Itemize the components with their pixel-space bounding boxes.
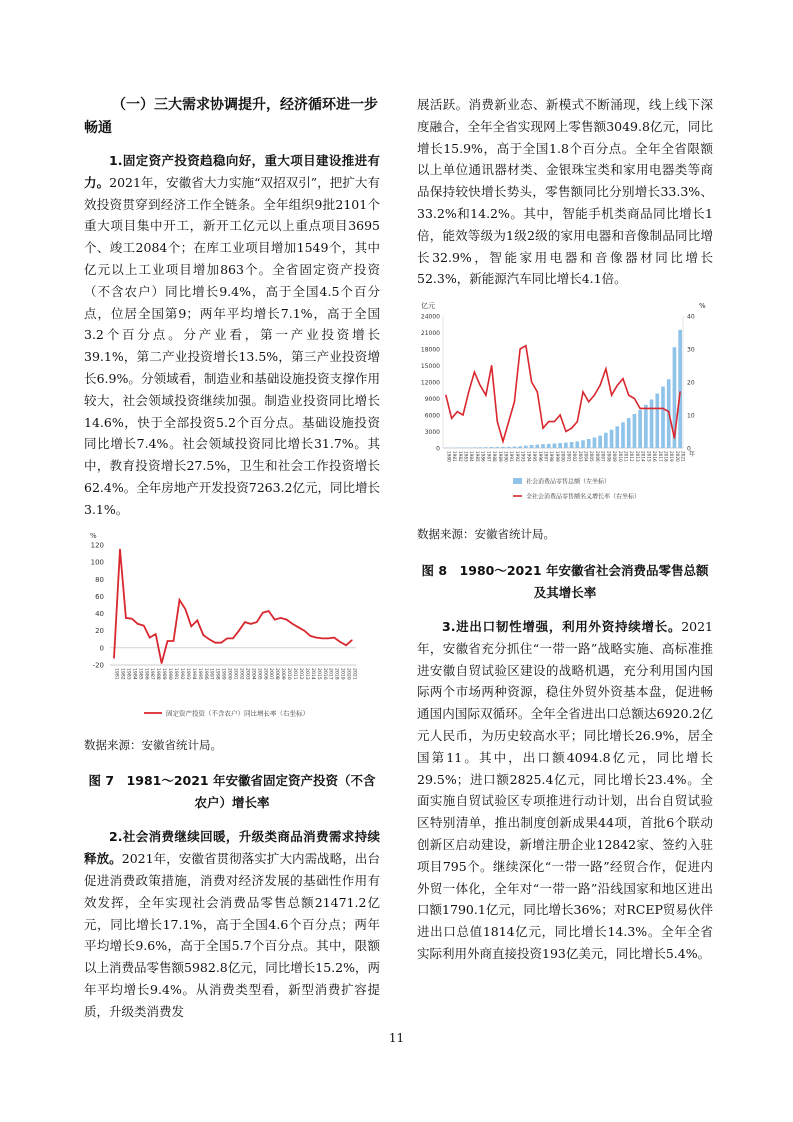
left-tick-label: 3000	[424, 429, 440, 437]
paragraph-consumption-cont: 展活跃。消费新业态、新模式不断涌现，线上线下深度融合，全年全省实现网上零售额3049.8亿元，同比增长15.9%，高于全国1.8个百分点。全年全省限额以上单位通讯器材类、金银珠宝类和家用电器类等商品保持较快增长势头，零售额同比分别增长33.3%、33.2%和14.2%。其中，智能手机类商品同比增长1倍，能效等级为1级2级的家用电器和音像制品同比增长32.9%，智能家用电器和音像器材同比增长52.3%，新能源汽车同比增长4.1倍。	[417, 97, 713, 287]
left-axis-unit: 亿元	[421, 302, 435, 311]
data-point	[292, 623, 293, 624]
right-tick-label: 20	[687, 379, 695, 387]
data-point	[514, 401, 515, 402]
x-tick-label: 1990	[503, 451, 509, 462]
data-point	[645, 408, 646, 409]
data-point	[525, 345, 526, 346]
page-number: 11	[388, 1031, 405, 1045]
y-axis-unit: %	[90, 531, 97, 540]
left-tick-label: 24000	[420, 313, 440, 321]
x-tick-label: 2000	[226, 667, 232, 680]
data-point	[474, 372, 475, 373]
x-tick-label: 1982	[457, 451, 463, 462]
bar-retail-sales	[530, 445, 534, 448]
data-point	[131, 618, 132, 619]
data-point	[244, 621, 245, 622]
x-tick-label: 1985	[474, 451, 480, 462]
x-tick-label: 1984	[469, 451, 475, 462]
data-point	[340, 641, 341, 642]
x-tick-label: 2020	[345, 667, 351, 680]
data-point	[588, 401, 589, 402]
x-axis-label: 年	[689, 451, 696, 459]
paragraph-body: 2021年，安徽省大力实施“双招双引”，把扩大有效投资贯穿到经济工作全链条。全年组织9批2101个重大项目集中开工，新开工亿元以上重点项目3695个、竣工2084个；在库工业项目增加1549个，其中亿元以上工业项目增加863个。全省固定资产投资（不含农户）同比增长9.4%，高于全国4.5个百分点，位居全国第9；两年平均增长7.1%，高于全国3.2个百分点。分产业看，第一产业投资增长39.1%，第二产业投资增长13.5%，第三产业投资增长6.9%。分领域看，制造业和基础设施投资支撑作用较大，社会领域投资继续加强。制造业投资同比增长14.6%，快于全部投资5.2个百分点。基础设施投资同比增长7.4%。社会领域投资同比增长31.7%。其中，教育投资增长27.5%，卫生和社会工作投资增长62.4%。全年房地产开发投资7263.2亿元，同比增长3.1%。	[84, 174, 380, 517]
data-point	[238, 630, 239, 631]
data-point	[149, 637, 150, 638]
x-tick-label: 1995	[196, 667, 202, 680]
x-tick-label: 2001	[566, 451, 572, 462]
x-tick-label: 2011	[292, 667, 297, 680]
bar-retail-sales	[655, 394, 659, 448]
x-tick-label: 2006	[262, 667, 268, 680]
data-point	[203, 634, 204, 635]
x-tick-label: 1981	[113, 667, 119, 680]
data-point	[651, 408, 652, 409]
data-point	[161, 662, 162, 663]
y-tick-label: 100	[90, 558, 104, 567]
bar-retail-sales	[593, 438, 597, 448]
bar-retail-sales	[575, 442, 579, 449]
x-tick-label: 2018	[333, 667, 339, 680]
x-tick-label: 1987	[149, 667, 155, 680]
x-tick-label: 1991	[173, 667, 178, 680]
y-tick-label: 0	[99, 643, 104, 652]
data-point	[334, 637, 335, 638]
legend-bar-swatch	[513, 478, 522, 484]
x-tick-label: 1995	[532, 451, 538, 462]
data-point	[560, 415, 561, 416]
paragraph-investment	[84, 150, 380, 521]
x-tick-label: 2021	[680, 451, 686, 462]
bar-retail-sales	[627, 418, 631, 448]
x-tick-label: 1983	[125, 667, 131, 680]
x-tick-label: 2004	[250, 667, 256, 680]
x-tick-label: 2003	[244, 667, 250, 680]
data-point	[622, 378, 623, 379]
y-tick-label: -20	[92, 661, 104, 670]
bar-retail-sales	[587, 439, 591, 448]
right-axis-unit: %	[699, 302, 706, 311]
data-point	[232, 637, 233, 638]
x-tick-label: 2011	[623, 451, 629, 462]
data-point	[480, 385, 481, 386]
data-point	[345, 644, 346, 645]
paragraph-body: 2021年，安徽省贯彻落实扩大内需战略，出台促进消费政策措施，消费对经济发展的基础性作用有效发挥，全年实现社会消费品零售总额21471.2亿元，同比增长17.1%，高于全国4.6个百分点；两年平均增长9.6%，高于全国5.7个百分点。其中，限额以上消费品零售额5982.8亿元，同比增长15.2%，两年平均增长9.4%。从消费类型看，新型消费扩容提质，升级类消费发	[84, 851, 380, 1019]
data-point	[571, 428, 572, 429]
x-tick-label: 2016	[652, 451, 658, 462]
x-tick-label: 1994	[190, 667, 196, 680]
left-tick-label: 15000	[420, 363, 440, 371]
data-source-note: 数据来源：安徽省统计局。	[84, 737, 222, 752]
x-tick-label: 1996	[537, 451, 543, 462]
data-point	[328, 637, 329, 638]
bar-retail-sales	[570, 442, 574, 448]
data-point	[304, 630, 305, 631]
right-tick-label: 30	[687, 346, 695, 354]
paragraph-lead: 2.社会消费继续回暖，升级类商品消费需求持续释放。	[84, 829, 380, 867]
bar-retail-sales	[507, 447, 511, 448]
data-point	[445, 395, 446, 396]
data-point	[577, 421, 578, 422]
x-tick-label: 1986	[480, 451, 486, 462]
x-tick-label: 1988	[492, 451, 498, 462]
right-tick-label: 0	[687, 445, 691, 453]
bar-retail-sales	[501, 447, 505, 448]
x-tick-label: 2019	[669, 451, 675, 462]
bar-retail-sales	[650, 400, 654, 449]
paragraph-trade	[417, 616, 713, 965]
data-point	[298, 626, 299, 627]
data-point	[179, 599, 180, 600]
bar-retail-sales	[553, 444, 557, 449]
x-tick-label: 2009	[612, 451, 618, 462]
x-tick-label: 2012	[297, 667, 303, 680]
data-point	[674, 438, 675, 439]
data-point	[531, 382, 532, 383]
data-point	[197, 619, 198, 620]
x-tick-label: 2005	[256, 667, 262, 680]
x-tick-label: 1992	[514, 451, 520, 462]
data-point	[468, 391, 469, 392]
data-point	[657, 408, 658, 409]
data-point	[316, 637, 317, 638]
x-tick-label: 1988	[155, 667, 161, 680]
x-tick-label: 2014	[640, 451, 646, 462]
x-tick-label: 2014	[309, 667, 315, 680]
data-point	[554, 421, 555, 422]
x-tick-label: 2002	[572, 451, 578, 462]
data-point	[351, 639, 352, 640]
bar-retail-sales	[524, 446, 528, 448]
left-tick-label: 9000	[424, 396, 440, 404]
x-tick-label: 1982	[119, 667, 125, 680]
data-point	[502, 441, 503, 442]
x-tick-label: 2003	[577, 451, 583, 462]
bar-retail-sales	[467, 448, 471, 449]
bar-retail-sales	[621, 422, 625, 448]
paragraph-lead: 3.进出口韧性增强，利用外资持续增长。	[442, 618, 682, 634]
data-point	[617, 385, 618, 386]
x-tick-label: 1996	[202, 667, 208, 680]
x-tick-label: 2005	[589, 451, 595, 462]
data-point	[173, 640, 174, 641]
paragraph-body: 2021年，安徽省充分抓住“一带一路”战略实施、高标准推进安徽自贸试验区建设的战略机遇，充分利用国内国际两个市场两种资源，稳住外贸外资基本盘，促进畅通国内国际双循环。全年全省进出口总额达6920.2亿元人民币，为历史较高水平；同比增长26.9%，居全国第11。其中，出口额4094.8亿元，同比增长29.5%；进口额2825.4亿元，同比增长23.4%。全面实施自贸试验区专项推进行动计划，出台自贸试验区特别清单，推出制度创新成果44项，首批6个联动创新区启动建设，新增注册企业12842家、签约入驻项目795个。继续深化“一带一路”经贸合作，促进内外贸一体化，全年对“一带一路”沿线国家和地区进出口额1790.1亿元，同比增长36%；对RCEP贸易伙伴进出口总值1814亿元，同比增长14.3%。全年全省实际利用外商直接投资193亿美元，同比增长5.4%。	[417, 618, 713, 961]
data-point	[280, 617, 281, 618]
x-tick-label: 2020	[674, 451, 680, 462]
bar-retail-sales	[638, 410, 642, 448]
data-point	[113, 657, 114, 658]
left-tick-label: 0	[436, 445, 440, 453]
x-tick-label: 2008	[274, 667, 280, 680]
x-tick-label: 1989	[497, 451, 503, 462]
x-tick-label: 1997	[208, 667, 214, 680]
legend-label: 社会消费品零售总额（左坐标）	[526, 478, 611, 486]
data-point	[508, 421, 509, 422]
figure-caption: 图 8 1980～2021 年安徽省社会消费品零售总额及其增长率	[421, 562, 709, 600]
data-point	[167, 640, 168, 641]
x-tick-label: 2008	[606, 451, 612, 462]
data-point	[668, 411, 669, 412]
x-tick-label: 2015	[646, 451, 652, 462]
left-tick-label: 21000	[420, 330, 440, 338]
data-point	[600, 385, 601, 386]
x-tick-label: 1983	[463, 451, 469, 462]
x-tick-label: 1990	[167, 667, 173, 680]
data-point	[662, 408, 663, 409]
left-tick-label: 6000	[424, 412, 440, 420]
data-point	[256, 621, 257, 622]
data-point	[185, 608, 186, 609]
data-point	[457, 411, 458, 412]
x-tick-label: 2016	[321, 667, 327, 680]
x-tick-label: 2007	[268, 667, 274, 680]
bar-retail-sales	[598, 436, 602, 448]
x-tick-label: 2010	[617, 451, 623, 462]
right-tick-label: 40	[687, 313, 695, 321]
data-point	[274, 619, 275, 620]
paragraph-consumption	[84, 826, 380, 1022]
bar-retail-sales	[518, 446, 522, 448]
bar-retail-sales	[490, 447, 494, 448]
x-tick-label: 1999	[554, 451, 560, 462]
bar-retail-sales	[644, 405, 648, 448]
data-point	[640, 408, 641, 409]
bar-retail-sales	[604, 433, 608, 448]
data-point	[582, 391, 583, 392]
y-tick-label: 80	[95, 575, 104, 584]
legend-label: 固定资产投资（不含农户）同比增长率（右坐标）	[166, 709, 309, 718]
y-tick-label: 40	[95, 609, 104, 618]
data-point	[286, 619, 287, 620]
data-point	[215, 642, 216, 643]
data-point	[537, 391, 538, 392]
chart-retail-sales	[417, 298, 713, 518]
data-point	[137, 623, 138, 624]
data-point	[491, 365, 492, 366]
x-tick-label: 1999	[220, 667, 226, 680]
data-point	[497, 421, 498, 422]
bar-retail-sales	[495, 447, 499, 448]
data-point	[310, 635, 311, 636]
data-point	[226, 637, 227, 638]
y-tick-label: 60	[95, 592, 104, 601]
bar-retail-sales	[564, 443, 568, 448]
x-tick-label: 1993	[520, 451, 526, 462]
x-tick-label: 1987	[486, 451, 492, 462]
x-tick-label: 1980	[446, 451, 452, 462]
x-tick-label: 2001	[232, 667, 238, 680]
x-tick-label: 1989	[161, 667, 167, 680]
x-tick-label: 1992	[178, 667, 184, 680]
data-point	[485, 395, 486, 396]
data-point	[680, 391, 681, 392]
bar-retail-sales	[513, 447, 517, 448]
data-point	[451, 418, 452, 419]
data-point	[262, 612, 263, 613]
x-tick-label: 1981	[452, 451, 458, 462]
x-tick-label: 2017	[657, 451, 663, 462]
data-point	[268, 610, 269, 611]
data-point	[611, 395, 612, 396]
left-column	[84, 94, 380, 1023]
data-point	[155, 633, 156, 634]
x-tick-label: 2009	[280, 667, 286, 680]
y-tick-label: 120	[90, 541, 104, 550]
data-point	[605, 368, 606, 369]
x-tick-label: 2013	[634, 451, 640, 462]
data-point	[628, 395, 629, 396]
y-tick-label: 20	[95, 626, 104, 635]
x-tick-label: 2015	[315, 667, 321, 680]
data-point	[125, 617, 126, 618]
x-tick-label: 2007	[600, 451, 606, 462]
data-point	[250, 623, 251, 624]
right-tick-label: 10	[687, 412, 695, 420]
x-tick-label: 1994	[526, 451, 532, 462]
bar-retail-sales	[541, 444, 545, 448]
bar-retail-sales	[478, 447, 482, 448]
x-tick-label: 2018	[663, 451, 669, 462]
x-tick-label: 1998	[214, 667, 220, 680]
data-point	[542, 428, 543, 429]
x-tick-label: 2010	[286, 667, 292, 680]
left-tick-label: 12000	[420, 379, 440, 387]
data-point	[520, 349, 521, 350]
bar-retail-sales	[661, 387, 665, 448]
x-tick-label: 2017	[327, 667, 333, 680]
x-tick-label: 1993	[184, 667, 190, 680]
data-point	[209, 638, 210, 639]
x-tick-label: 2000	[560, 451, 566, 462]
x-tick-label: 2021	[351, 667, 357, 680]
data-point	[221, 642, 222, 643]
x-tick-label: 1991	[509, 451, 515, 462]
bar-retail-sales	[473, 448, 477, 449]
x-tick-label: 2004	[583, 451, 589, 462]
figure-caption: 图 7 1981～2021 年安徽省固定资产投资（不含农户）增长率	[88, 773, 376, 811]
bar-retail-sales	[547, 444, 551, 448]
chart-fixed-asset-investment	[84, 529, 380, 729]
legend-label: 全社会消费品零售额名义增长率（右坐标）	[526, 493, 641, 501]
data-point	[143, 625, 144, 626]
x-tick-label: 2013	[303, 667, 309, 680]
data-point	[322, 637, 323, 638]
bar-retail-sales	[535, 445, 539, 448]
bar-retail-sales	[558, 443, 562, 448]
data-point	[548, 421, 549, 422]
data-point	[191, 625, 192, 626]
right-column	[417, 94, 713, 965]
series-line-investment-growth	[114, 549, 352, 663]
left-tick-label: 18000	[420, 346, 440, 354]
x-tick-label: 2006	[594, 451, 600, 462]
data-point	[462, 415, 463, 416]
x-tick-label: 1985	[137, 667, 143, 680]
x-tick-label: 2019	[339, 667, 345, 680]
data-point	[565, 431, 566, 432]
data-point	[119, 548, 120, 549]
data-point	[594, 395, 595, 396]
paragraph-lead: 1.固定资产投资趋稳向好，重大项目建设推进有力。	[84, 153, 380, 190]
bar-retail-sales	[610, 430, 614, 448]
x-tick-label: 2002	[238, 667, 244, 680]
data-source-note: 数据来源：安徽省统计局。	[417, 527, 555, 542]
x-tick-label: 1986	[143, 667, 149, 680]
x-tick-label: 1998	[549, 451, 555, 462]
x-tick-label: 1997	[543, 451, 549, 462]
bar-retail-sales	[678, 330, 682, 448]
section-heading: （一）三大需求协调提升，经济循环进一步畅通	[84, 97, 378, 136]
bar-retail-sales	[484, 447, 488, 448]
bar-retail-sales	[581, 440, 585, 448]
bar-retail-sales	[633, 414, 637, 448]
bar-retail-sales	[615, 426, 619, 448]
x-tick-label: 2012	[629, 451, 635, 462]
data-point	[634, 398, 635, 399]
x-tick-label: 1984	[131, 667, 137, 680]
